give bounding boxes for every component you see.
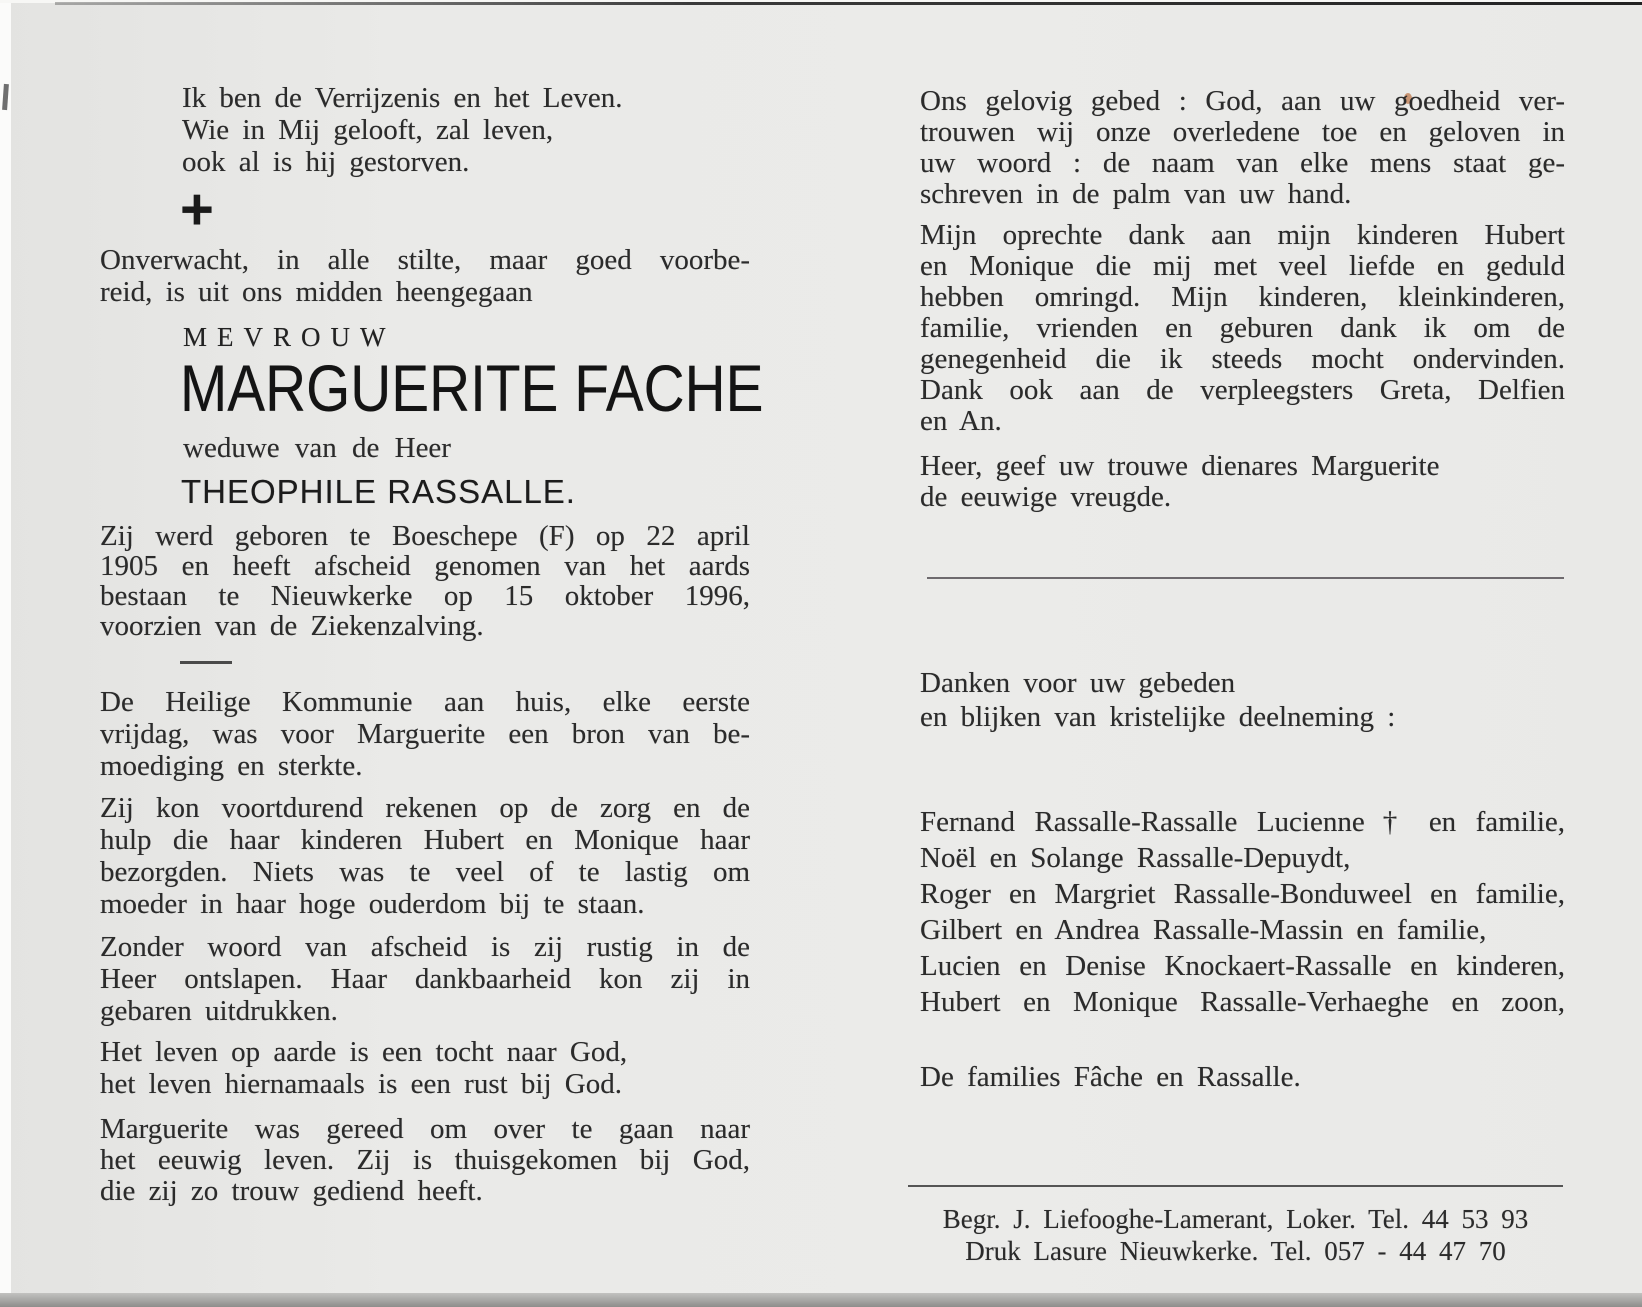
intro-paragraph [100, 244, 750, 308]
title-prefix: MEVROUW [183, 322, 396, 352]
families-closing: De families Fâche en Rassalle. [920, 1061, 1301, 1093]
ready-paragraph [100, 1114, 750, 1207]
text-line: bestaan te Nieuwkerke op 15 oktober 1996, [100, 580, 750, 612]
passing-paragraph [100, 931, 750, 1027]
journey-paragraph [100, 1036, 750, 1100]
text-line: bezorgden. Niets was te veel of te lastig om [100, 856, 750, 888]
text-line: familie, vrienden en geburen dank ik om de [920, 312, 1565, 344]
plea-paragraph [920, 451, 1565, 513]
family-list-item: Noël en Solange Rassalle-Depuydt, [920, 842, 1351, 874]
text-line: Ons gelovig gebed : God, aan uw goedheid ver- [920, 85, 1565, 117]
family-list-item: Fernand Rassalle-Rassalle Lucienne † en familie, [920, 806, 1565, 838]
separator-dash [180, 661, 232, 664]
horizontal-rule-bottom [908, 1185, 1563, 1187]
text-line: Het leven op aarde is een tocht naar God, [100, 1036, 628, 1068]
birth-paragraph [100, 521, 750, 641]
text-line: Danken voor uw gebeden [920, 667, 1236, 699]
family-list-item: Hubert en Monique Rassalle-Verhaeghe en zoon, [920, 986, 1565, 1018]
text-line: hebben omringd. Mijn kinderen, kleinkinderen, [920, 281, 1565, 313]
widow-of-line: weduwe van de Heer [183, 432, 451, 464]
text-line: De Heilige Kommunie aan huis, elke eerste [100, 686, 750, 718]
text-line: moeder in haar hoge ouderdom bij te staan. [100, 888, 645, 920]
family-list-item: Lucien en Denise Knockaert-Rassalle en kinderen, [920, 950, 1565, 982]
text-line: hulp die haar kinderen Hubert en Monique haar [100, 824, 750, 856]
text-line: Wie in Mij gelooft, zal leven, [182, 114, 554, 146]
text-line: de eeuwige vreugde. [920, 481, 1172, 513]
horizontal-rule-top [927, 577, 1564, 579]
text-line: Dank ook aan de verpleegsters Greta, Delfien [920, 374, 1565, 406]
text-line: Druk Lasure Nieuwkerke. Tel. 057 - 44 47 70 [965, 1236, 1506, 1266]
communion-paragraph [100, 686, 750, 782]
text-line: uw woord : de naam van elke mens staat ge- [920, 147, 1565, 179]
text-line: Zij kon voortdurend rekenen op de zorg en de [100, 792, 750, 824]
scan-left-edge [0, 0, 11, 1307]
family-list-item: Roger en Margriet Rassalle-Bonduweel en familie, [920, 878, 1565, 910]
text-line: die zij zo trouw gediend heeft. [100, 1175, 483, 1207]
text-line: moediging en sterkte. [100, 750, 363, 782]
text-line: en Monique die mij met veel liefde en geduld [920, 250, 1565, 282]
opening-quote [182, 82, 682, 178]
text-line: voorzien van de Ziekenzalving. [100, 610, 484, 642]
printer-footer [908, 1203, 1563, 1267]
thanks-paragraph [920, 220, 1565, 437]
scan-bottom-edge [0, 1293, 1642, 1307]
text-line: reid, is uit ons midden heengegaan [100, 276, 533, 308]
text-line: ook al is hij gestorven. [182, 146, 470, 178]
text-line: vrijdag, was voor Marguerite een bron van be- [100, 718, 750, 750]
deceased-name: MARGUERITE FACHE [180, 351, 764, 425]
prayer-paragraph [920, 86, 1565, 210]
husband-name: THEOPHILE RASSALLE. [181, 473, 576, 510]
text-line: Ik ben de Verrijzenis en het Leven. [182, 82, 623, 114]
text-line: gebaren uitdrukken. [100, 995, 338, 1027]
text-line: Zij werd geboren te Boeschepe (F) op 22 april [100, 520, 750, 552]
text-line: 1905 en heeft afscheid genomen van het aards [100, 550, 750, 582]
text-line: het eeuwig leven. Zij is thuisgekomen bij God, [100, 1144, 750, 1176]
text-line: Begr. J. Liefooghe-Lamerant, Loker. Tel. 44 53 93 [942, 1204, 1529, 1234]
text-line: en An. [920, 405, 1002, 437]
care-paragraph [100, 792, 750, 920]
cross-symbol: + [180, 177, 214, 242]
text-line: het leven hiernamaals is een rust bij God. [100, 1068, 622, 1100]
text-line: Marguerite was gereed om over te gaan naar [100, 1113, 750, 1145]
scan-top-line [55, 2, 1642, 5]
text-line: Mijn oprechte dank aan mijn kinderen Hubert [920, 219, 1565, 251]
text-line: Onverwacht, in alle stilte, maar goed voorbe- [100, 244, 750, 276]
family-list-item: Gilbert en Andrea Rassalle-Massin en familie, [920, 914, 1487, 946]
text-line: Zonder woord van afscheid is zij rustig in de [100, 931, 750, 963]
text-line: en blijken van kristelijke deelneming : [920, 701, 1396, 733]
text-line: trouwen wij onze overledene toe en geloven in [920, 116, 1565, 148]
text-line: schreven in de palm van uw hand. [920, 178, 1352, 210]
acknowledgement-paragraph [920, 666, 1565, 734]
text-line: Heer ontslapen. Haar dankbaarheid kon zij in [100, 963, 750, 995]
text-line: genegenheid die ik steeds mocht ondervinden. [920, 343, 1565, 375]
text-line: Heer, geef uw trouwe dienares Marguerite [920, 450, 1440, 482]
family-list [920, 804, 1565, 1020]
